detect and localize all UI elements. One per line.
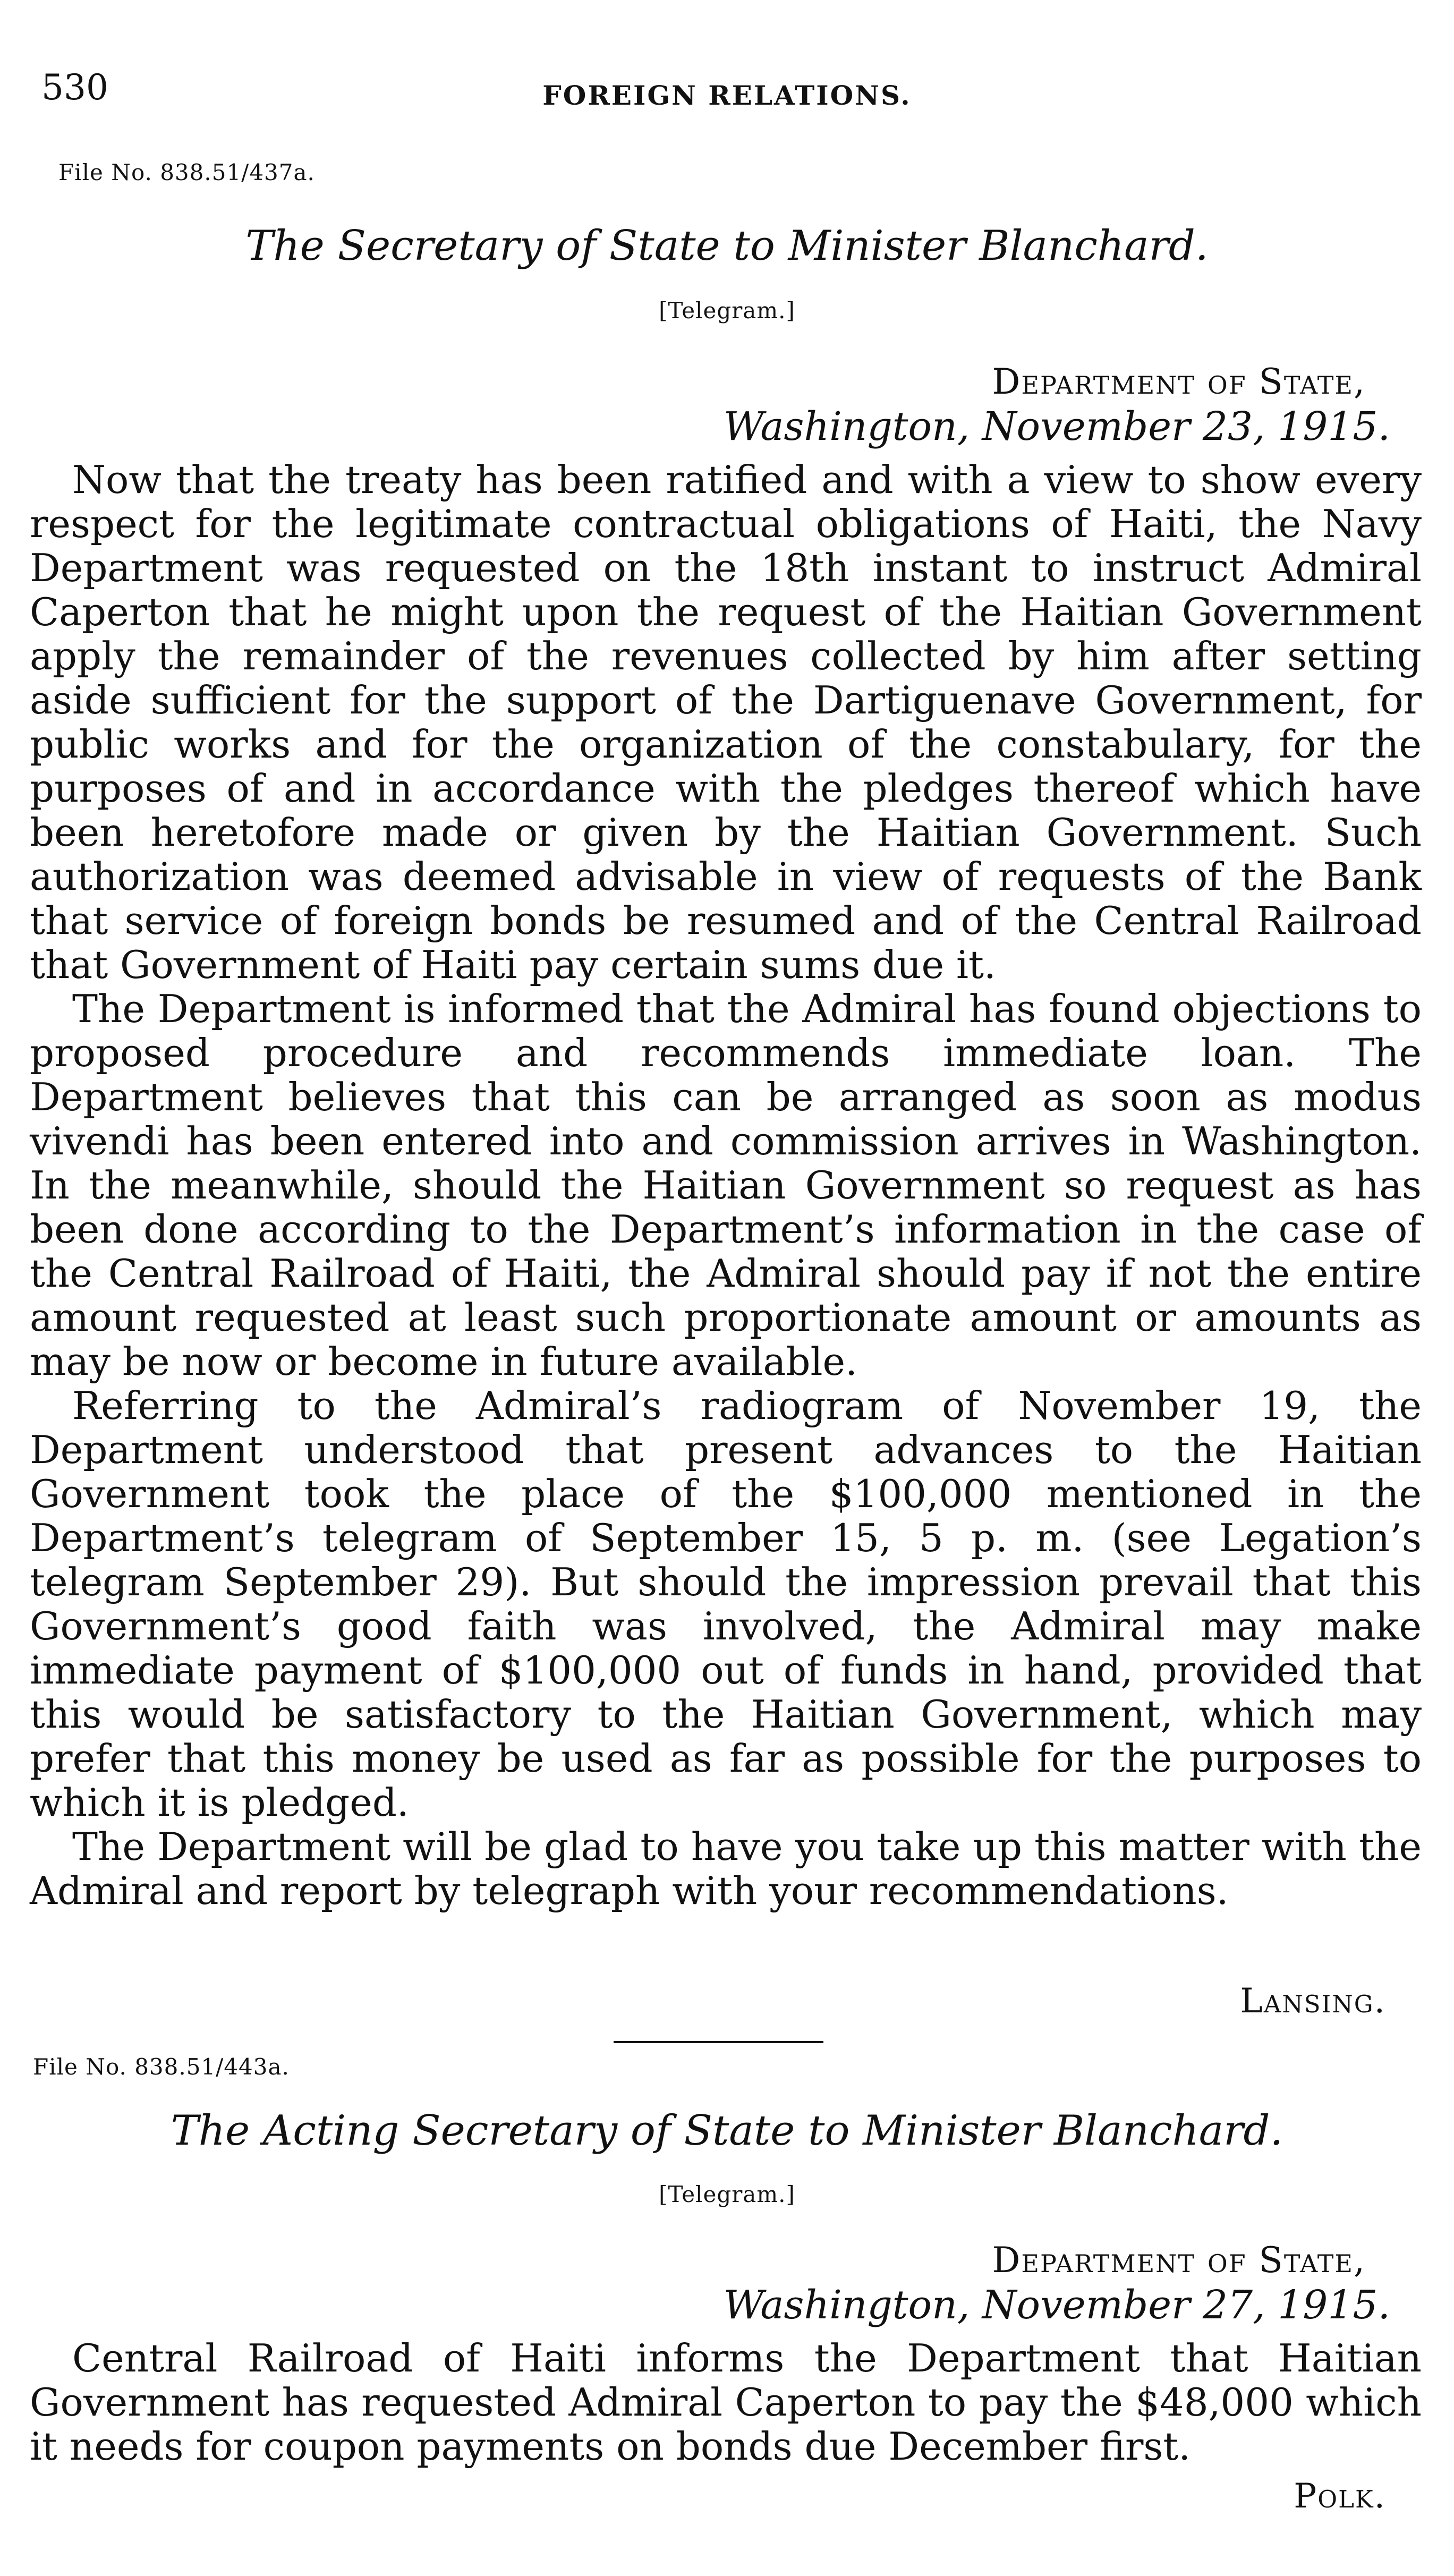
origin-department: Department of State,: [992, 361, 1366, 402]
document-heading: The Secretary of State to Minister Blanchard.: [245, 222, 1209, 270]
telegram-note: [Telegram.]: [659, 297, 795, 324]
document-heading: The Acting Secretary of State to Minister Blanchard.: [171, 2107, 1283, 2155]
paragraph: The Department will be glad to have you take up this matter with the Admiral and report by telegraph with your recommendations.: [30, 1824, 1422, 1913]
paragraph: Referring to the Admiral’s radiogram of November 19, the Department understood that present advances to the Haitian Government took the place of the $100,000 mentioned in the Department’s telegram of September 15, 5 p. m. (see Legation’s telegram September 29). But should the impression prevail that this Government’s good faith was involved, the Admiral may make immediate payment of $100,000 out of funds in hand, provided that this would be satisfactory to the Haitian Government, which may prefer that this money be used as far as possible for the purposes to which it is pledged.: [30, 1383, 1422, 1825]
dateline: Washington, November 23, 1915.: [723, 404, 1390, 449]
signature: Polk.: [1294, 2477, 1386, 2516]
message-body: [30, 2336, 1422, 2469]
dateline: Washington, November 27, 1915.: [723, 2282, 1390, 2328]
paragraph: Central Railroad of Haiti informs the Department that Haitian Government has requested Admiral Caperton to pay the $48,000 which it needs for coupon payments on bonds due December first.: [30, 2336, 1422, 2469]
origin-department: Department of State,: [992, 2240, 1366, 2281]
telegram-note: [Telegram.]: [659, 2181, 795, 2207]
file-number: File No. 838.51/437a.: [58, 159, 315, 185]
message-body: [30, 458, 1422, 1913]
file-number: File No. 838.51/443a.: [33, 2054, 290, 2080]
page-number: 530: [41, 67, 108, 108]
paragraph: Now that the treaty has been ratified and with a view to show every respect for the legitimate contractual obligations of Haiti, the Navy Department was requested on the 18th instant to instruct Admiral Caperton that he might upon the request of the Haitian Government apply the remainder of the revenues collected by him after setting aside sufficient for the support of the Dartiguenave Government, for public works and for the organization of the constabulary, for the purposes of and in accordance with the pledges thereof which have been heretofore made or given by the Haitian Government. Such authorization was deemed advisable in view of requests of the Bank that service of foreign bonds be resumed and of the Central Railroad that Government of Haiti pay certain sums due it.: [30, 457, 1422, 987]
running-head: FOREIGN RELATIONS.: [542, 80, 912, 111]
section-divider: [614, 2041, 823, 2043]
signature: Lansing.: [1240, 1982, 1386, 2021]
paragraph: The Department is informed that the Admiral has found objections to proposed procedure and recommends immediate loan. The Department believes that this can be arranged as soon as modus vivendi has been entered into and commission arrives in Washington. In the meanwhile, should the Haitian Government so request as has been done according to the Department’s information in the case of the Central Railroad of Haiti, the Admiral should pay if not the entire amount requested at least such proportionate amount or amounts as may be now or become in future available.: [30, 987, 1422, 1384]
